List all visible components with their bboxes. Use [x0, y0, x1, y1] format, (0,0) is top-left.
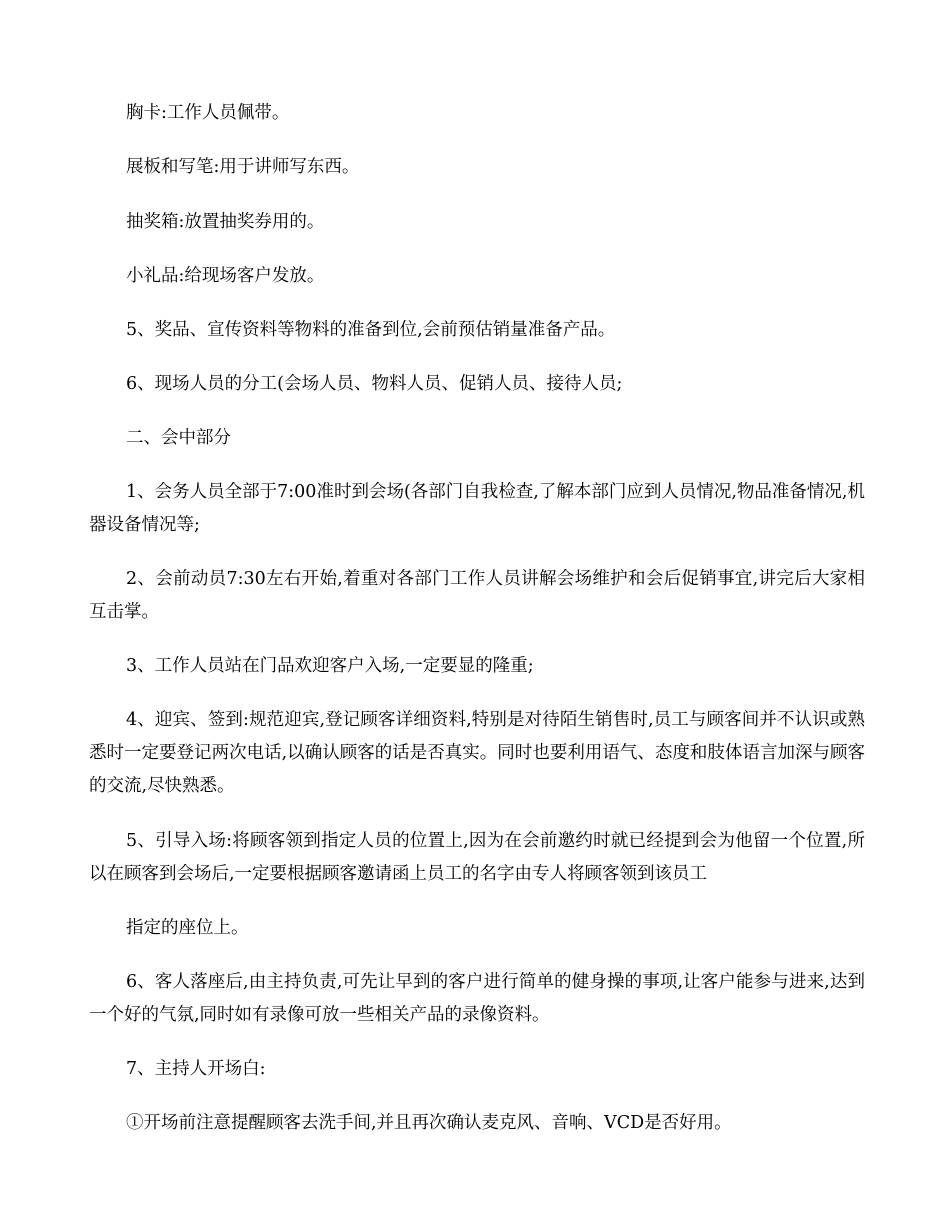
paragraph-item-5-materials: 5、奖品、宣传资料等物料的准备到位,会前预估销量准备产品。: [126, 320, 616, 340]
paragraph-display-board: 展板和写笔:用于讲师写东西。: [126, 157, 360, 177]
paragraph-item-6-staff-division: 6、现场人员的分工(会场人员、物料人员、促销人员、接待人员;: [126, 374, 623, 394]
paragraph-item-2-mobilization: 2、会前动员7:30左右开始,着重对各部门工作人员讲解会场维护和会后促销事宜,讲完后大家相互击掌。: [89, 569, 865, 622]
paragraph-small-gifts: 小礼品:给现场客户发放。: [126, 266, 325, 286]
paragraph-item-6-seating: 6、客人落座后,由主持负责,可先让早到的客户进行简单的健身操的事项,让客户能参与进来,达到一个好的气氛,同时如有录像可放一些相关产品的录像资料。: [89, 972, 865, 1025]
paragraph-item-4-reception: 4、迎宾、签到:规范迎宾,登记顾客详细资料,特别是对待陌生销售时,员工与顾客间并不认识或熟悉时一定要登记两次电话,以确认顾客的话是否真实。同时也要利用语气、态度和肢体语言加深与顾客的交流,尽快熟悉。: [89, 710, 865, 796]
paragraph-item-3-welcome: 3、工作人员站在门品欢迎客户入场,一定要显的隆重;: [126, 656, 534, 676]
paragraph-item-5-guidance: 5、引导入场:将顾客领到指定人员的位置上,因为在会前邀约时就已经提到会为他留一个位置,所以在顾客到会场后,一定要根据顾客邀请函上员工的名字由专人将顾客领到该员工: [89, 831, 865, 884]
paragraph-item-1-arrival: 1、会务人员全部于7:00准时到会场(各部门自我检查,了解本部门应到人员情况,物品准备情况,机器设备情况等;: [89, 482, 865, 535]
paragraph-item-7-host-opening: 7、主持人开场白:: [126, 1059, 266, 1079]
paragraph-badge: 胸卡:工作人员佩带。: [126, 103, 290, 123]
section-heading-during-meeting: 二、会中部分: [126, 428, 231, 448]
paragraph-circled-1-checks: ①开场前注意提醒顾客去洗手间,并且再次确认麦克风、音响、VCD是否好用。: [126, 1113, 732, 1133]
paragraph-designated-seat: 指定的座位上。: [126, 918, 249, 938]
paragraph-lottery-box: 抽奖箱:放置抽奖券用的。: [126, 212, 325, 232]
